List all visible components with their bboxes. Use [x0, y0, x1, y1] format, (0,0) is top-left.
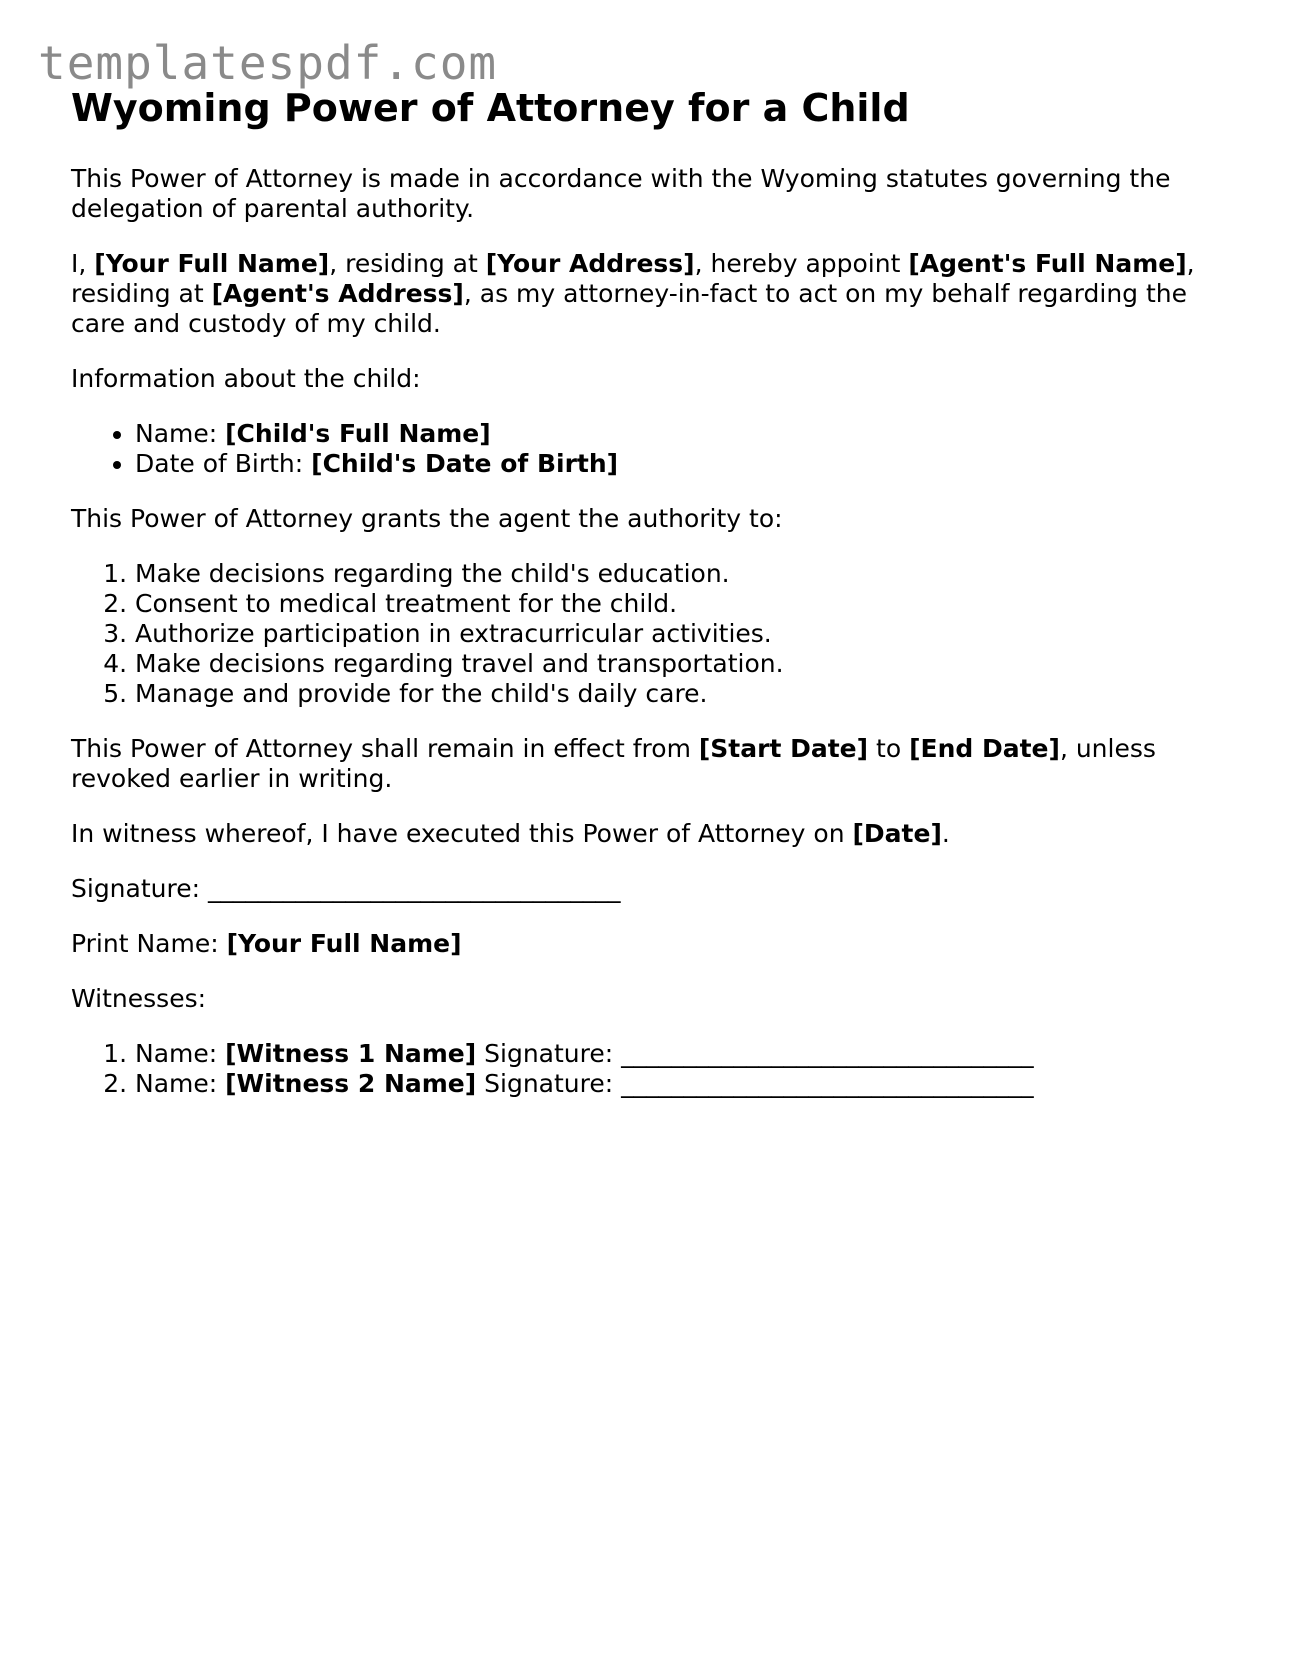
duration-paragraph	[71, 734, 1231, 794]
print-name-field: [Your Full Name]	[226, 928, 462, 958]
appointment-text: , hereby appoint	[694, 248, 909, 278]
signature-blank: _________________________________	[207, 873, 621, 903]
duration-text: to	[868, 733, 910, 763]
child-info-heading: Information about the child:	[71, 363, 421, 393]
list-item	[135, 1069, 1231, 1099]
duration-text: , unless revoked earlier in writing.	[71, 733, 1156, 793]
intro-paragraph: This Power of Attorney is made in accordance with the Wyoming statutes governing the delegation of parental authority.	[71, 163, 1171, 223]
child-name-label: Name:	[135, 418, 226, 448]
print-name-line	[71, 929, 1231, 959]
witness-2-signature-blank: _________________________________	[621, 1068, 1034, 1098]
grants-list	[71, 559, 1231, 709]
list-item: 3. Authorize participation in extracurricular activities.	[135, 619, 1231, 649]
witness-name-label: Name:	[135, 1068, 226, 1098]
witness-signature-label: Signature:	[476, 1068, 622, 1098]
child-name-field: [Child's Full Name]	[225, 418, 491, 448]
document-title: Wyoming Power of Attorney for a Child	[71, 86, 910, 130]
signature-line	[71, 874, 1231, 904]
witness-1-signature-blank: _________________________________	[621, 1038, 1034, 1068]
signature-label: Signature:	[71, 873, 208, 903]
start-date-field: [Start Date]	[698, 733, 869, 763]
list-item: 1. Make decisions regarding the child's education.	[135, 559, 1231, 589]
agent-name-field: [Agent's Full Name]	[908, 248, 1187, 278]
appointment-text: I,	[71, 248, 95, 278]
grants-heading: This Power of Attorney grants the agent the authority to:	[71, 503, 783, 533]
list-item: 4. Make decisions regarding travel and transportation.	[135, 649, 1231, 679]
list-item: 2. Consent to medical treatment for the child.	[135, 589, 1231, 619]
execution-date-field: [Date]	[852, 818, 942, 848]
list-item	[135, 419, 1231, 449]
witness-signature-label: Signature:	[476, 1038, 622, 1068]
witness-2-name-field: [Witness 2 Name]	[225, 1068, 477, 1098]
witness-clause	[71, 819, 1231, 849]
witness-1-name-field: [Witness 1 Name]	[225, 1038, 477, 1068]
appointment-text: , residing at	[329, 248, 486, 278]
witness-name-label: Name:	[135, 1038, 226, 1068]
list-item: 5. Manage and provide for the child's daily care.	[135, 679, 1231, 709]
document-body	[71, 86, 1231, 1124]
list-item	[135, 449, 1231, 479]
your-name-field: [Your Full Name]	[94, 248, 330, 278]
print-name-label: Print Name:	[71, 928, 227, 958]
child-info-list	[71, 419, 1231, 479]
witness-clause-text: .	[941, 818, 950, 848]
witnesses-list	[71, 1039, 1231, 1099]
your-address-field: [Your Address]	[485, 248, 695, 278]
child-dob-field: [Child's Date of Birth]	[311, 448, 619, 478]
list-item	[135, 1039, 1231, 1069]
duration-text: This Power of Attorney shall remain in effect from	[71, 733, 699, 763]
witnesses-heading: Witnesses:	[71, 983, 207, 1013]
appointment-text: , residing at	[71, 248, 1195, 308]
agent-address-field: [Agent's Address]	[211, 278, 464, 308]
child-dob-label: Date of Birth:	[135, 448, 312, 478]
appointment-paragraph	[71, 249, 1231, 339]
watermark: templatespdf.com	[38, 36, 498, 90]
appointment-text: , as my attorney-in-fact to act on my behalf regarding the care and custody of my child.	[71, 278, 1188, 338]
end-date-field: [End Date]	[909, 733, 1060, 763]
witness-clause-text: In witness whereof, I have executed this Power of Attorney on	[71, 818, 853, 848]
